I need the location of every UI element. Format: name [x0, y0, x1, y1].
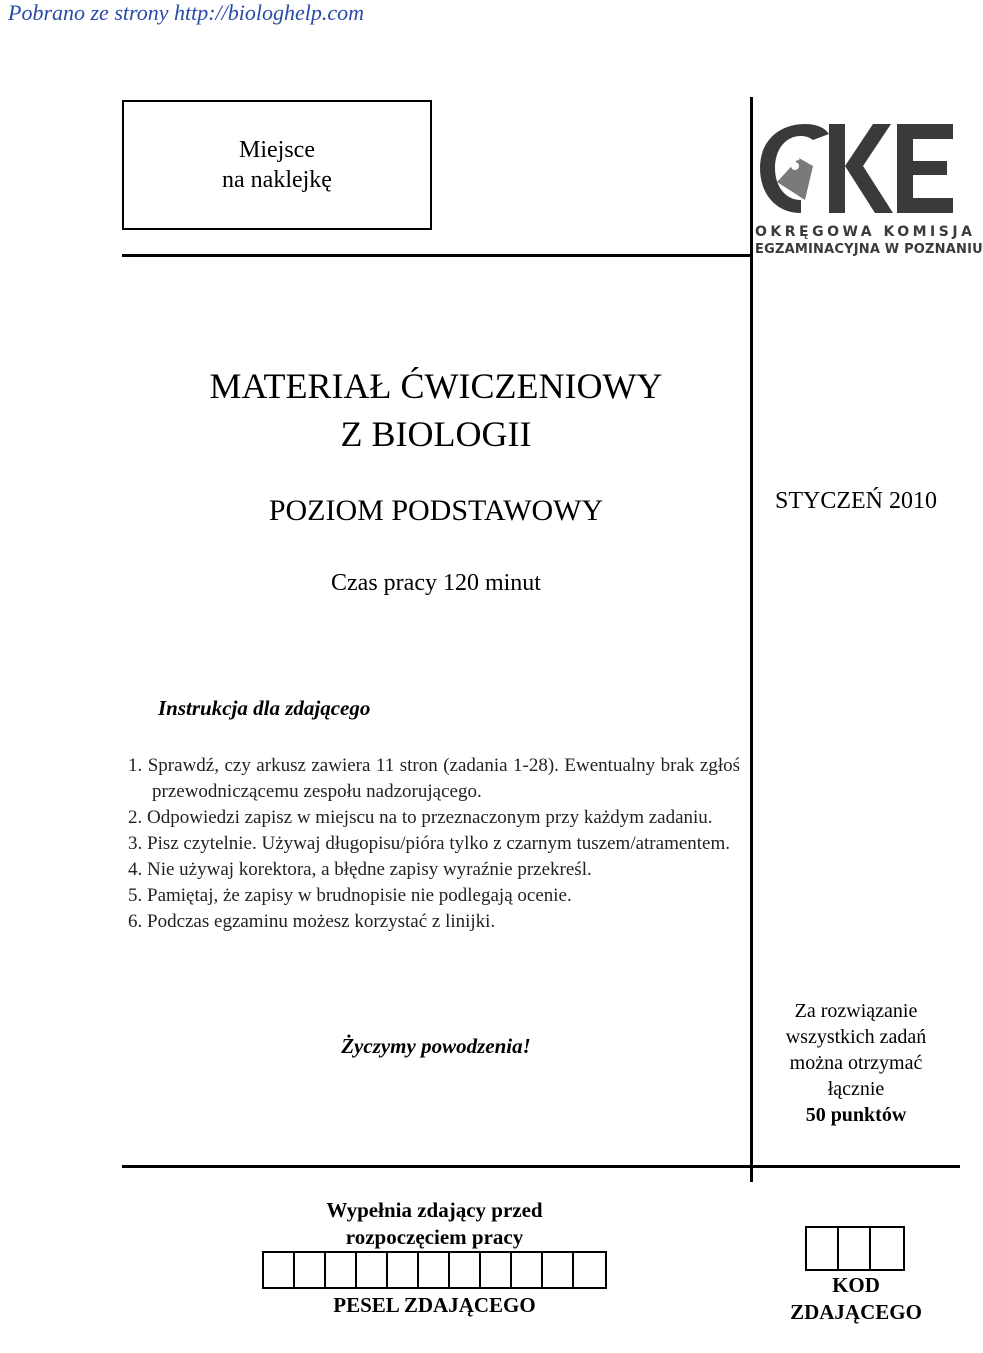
points-line-2: wszystkich zadań [785, 1026, 927, 1048]
points-total: 50 punktów [805, 1104, 907, 1126]
list-item: 6. Podczas egzaminu możesz korzystać z linijki. [128, 911, 496, 932]
kod-line-1: KOD [832, 1273, 880, 1297]
exam-date: STYCZEŃ 2010 [775, 488, 937, 514]
pesel-digit-box[interactable] [326, 1253, 357, 1287]
sticker-box [122, 100, 432, 230]
pesel-digit-box[interactable] [543, 1253, 574, 1287]
points-line-1: Za rozwiązanie [794, 1000, 918, 1022]
fill-instruction [262, 1197, 607, 1251]
pesel-digit-box[interactable] [512, 1253, 543, 1287]
title-line-2: Z BIOLOGII [340, 414, 532, 454]
title-line-1: MATERIAŁ ĆWICZENIOWY [209, 366, 663, 406]
kod-digit-box[interactable] [839, 1228, 871, 1269]
pesel-label: PESEL ZDAJĄCEGO [333, 1293, 536, 1317]
good-luck-text: Życzymy powodzenia! [341, 1034, 531, 1058]
kod-digit-box[interactable] [807, 1228, 839, 1269]
exam-time: Czas pracy 120 minut [331, 570, 541, 596]
pesel-digit-box[interactable] [388, 1253, 419, 1287]
logo-line-2: EGZAMINACYJNA W POZNANIU [755, 242, 983, 257]
pesel-digit-box[interactable] [295, 1253, 326, 1287]
exam-level: POZIOM PODSTAWOWY [268, 494, 604, 527]
instructions-heading: Instrukcja dla zdającego [158, 696, 371, 720]
sticker-line-2: na naklejkę [222, 167, 332, 193]
pesel-digit-box[interactable] [450, 1253, 481, 1287]
top-horizontal-rule [122, 254, 752, 257]
points-info [752, 998, 960, 1128]
list-item: 5. Pamiętaj, że zapisy w brudnopisie nie podlegają ocenie. [128, 885, 572, 906]
fill-line-1: Wypełnia zdający przed [326, 1198, 543, 1222]
kod-label [752, 1272, 960, 1326]
points-line-3: można otrzymać [789, 1052, 923, 1074]
kod-line-2: ZDAJĄCEGO [790, 1300, 922, 1324]
pesel-digit-box[interactable] [264, 1253, 295, 1287]
list-item: 2. Odpowiedzi zapisz w miejscu na to przeznaczonym przy każdym zadaniu. [128, 807, 713, 828]
pesel-input-grid[interactable] [262, 1251, 607, 1289]
pesel-digit-box[interactable] [357, 1253, 388, 1287]
points-line-4: łącznie [827, 1078, 885, 1100]
list-item: 4. Nie używaj korektora, a błędne zapisy wyraźnie przekreśl. [128, 859, 592, 880]
logo-line-1: OKRĘGOWA KOMISJA [755, 224, 976, 240]
instructions-list [128, 753, 740, 935]
fill-line-2: rozpoczęciem pracy [345, 1225, 524, 1249]
kod-input-grid[interactable] [805, 1226, 905, 1271]
kod-digit-box[interactable] [871, 1228, 903, 1269]
oke-logo [755, 120, 983, 257]
sticker-line-1: Miejsce [239, 137, 315, 163]
source-link-text[interactable]: Pobrano ze strony http://biologhelp.com [8, 0, 365, 25]
pesel-digit-box[interactable] [481, 1253, 512, 1287]
oke-logo-icon [755, 120, 955, 215]
footer-horizontal-rule [122, 1165, 960, 1168]
pesel-digit-box[interactable] [419, 1253, 450, 1287]
pesel-digit-box[interactable] [574, 1253, 605, 1287]
list-item: 3. Pisz czytelnie. Używaj długopisu/pióra tylko z czarnym tuszem/atramentem. [128, 833, 731, 854]
exam-title [122, 362, 750, 458]
list-item: 1. Sprawdź, czy arkusz zawiera 11 stron (zadania 1-28). Ewentualny brak zgłoś przewodniczącemu zespołu nadzorującego. [128, 755, 740, 802]
